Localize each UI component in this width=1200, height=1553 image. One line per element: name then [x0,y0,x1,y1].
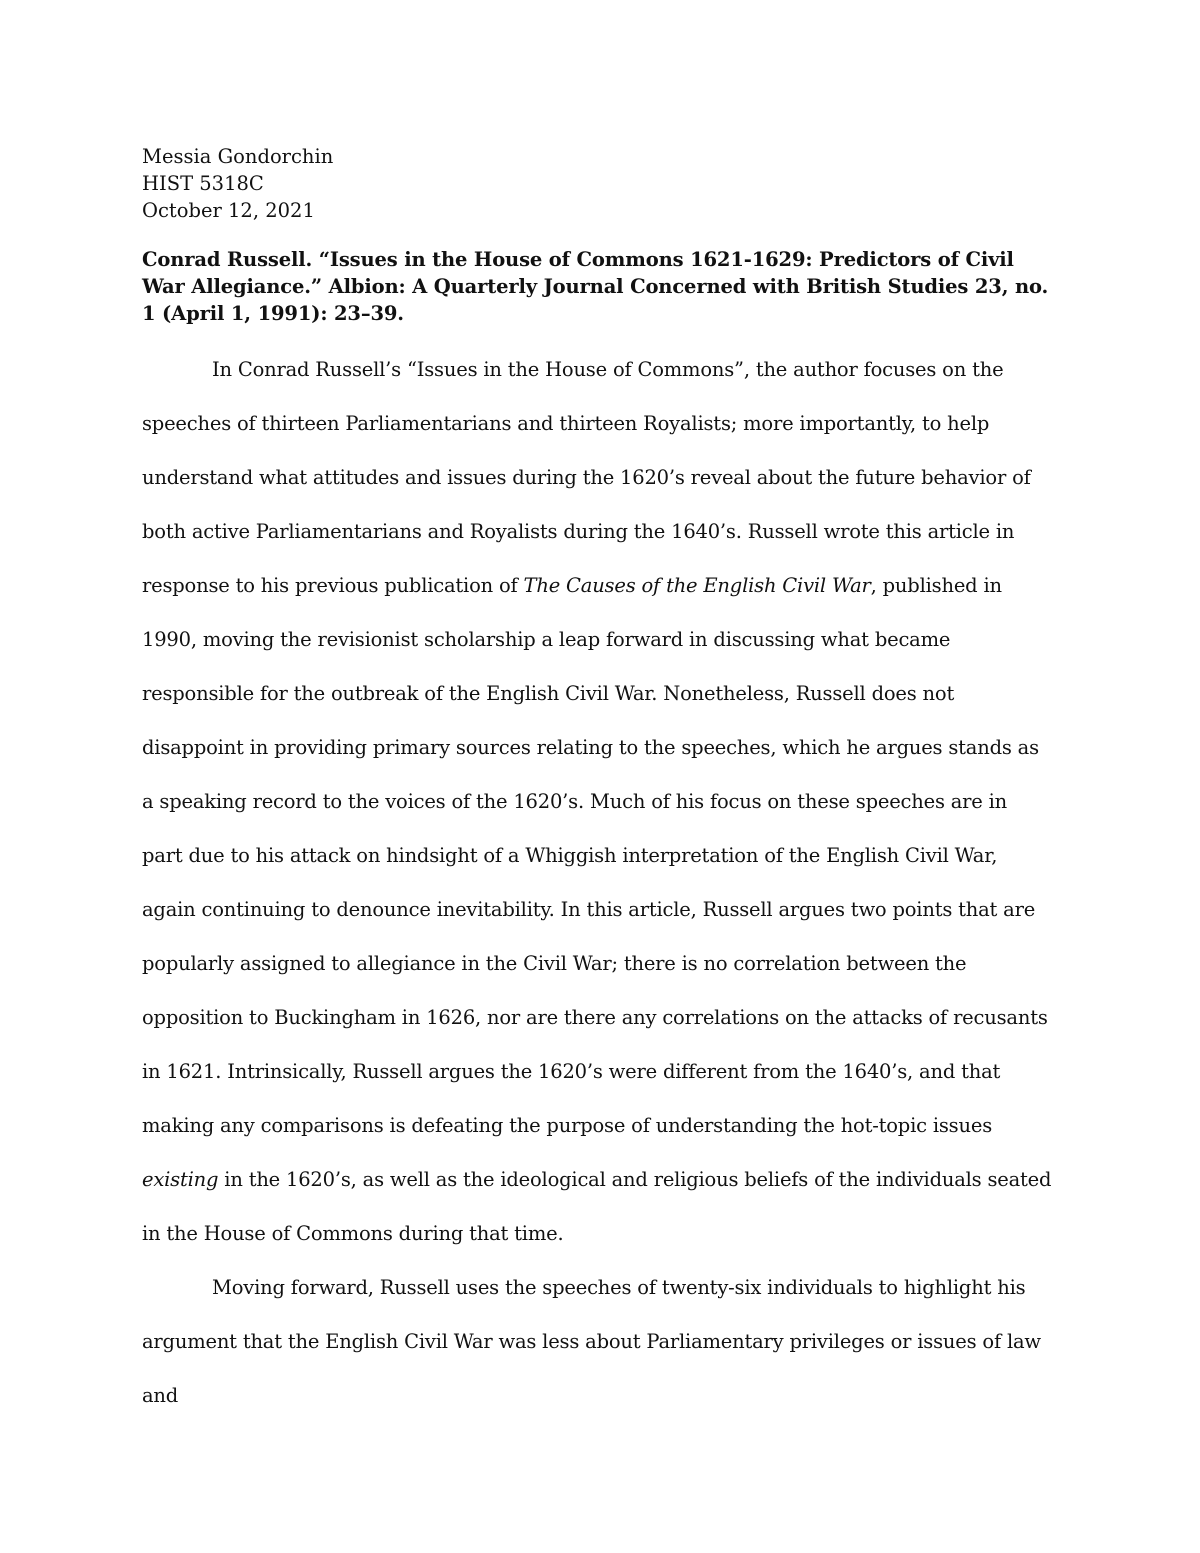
paragraph-1 [142,343,1052,1261]
paragraph-1-text-c: in the 1620’s, as well as the ideological and religious beliefs of the individuals seated in the House of Commons during that time. [142,1168,1052,1245]
author-name: Messia Gondorchin [142,145,334,168]
document-content [142,143,1052,1423]
paragraph-2: Moving forward, Russell uses the speeches of twenty-six individuals to highlight his argument that the English Civil War was less about Parliamentary privileges or issues of law and [142,1276,1041,1407]
document-date: October 12, 2021 [142,199,315,222]
paragraph-1-text-a: In Conrad Russell’s “Issues in the House of Commons”, the author focuses on the speeches of thirteen Parliamentarians and thirteen Royalists; more importantly, to help understand what attitudes and issues during the 1620’s reveal about the future behavior of both active Parliamentarians and Royalists during the 1640’s. Russell wrote this article in response to his previous publication of [142,358,1031,597]
paragraph-1-text-b: , published in 1990, moving the revisionist scholarship a leap forward in discussing what became responsible for the outbreak of the English Civil War. Nonetheless, Russell does not disappoint in providing primary sources relating to the speeches, which he argues stands as a speaking record to the voices of the 1620’s. Much of his focus on these speeches are in part due to his attack on hindsight of a Whiggish interpretation of the English Civil War, again continuing to denounce inevitability. In this article, Russell argues two points that are popularly assigned to allegiance in the Civil War; there is no correlation between the opposition to Buckingham in 1626, nor are there any correlations on the attacks of recusants in 1621. Intrinsically, Russell argues the 1620’s were different from the 1640’s, and that making any comparisons is defeating the purpose of understanding the hot-topic issues [142,574,1048,1137]
book-title: The Causes of the English Civil War [523,574,871,597]
citation: Conrad Russell. “Issues in the House of Commons 1621-1629: Predictors of Civil War Allegiance.” Albion: A Quarterly Journal Concerned with British Studies 23, no. 1 (April 1, 1991): 23–39. [142,248,1049,325]
emphasized-word: existing [142,1168,219,1191]
course-code: HIST 5318C [142,172,264,195]
